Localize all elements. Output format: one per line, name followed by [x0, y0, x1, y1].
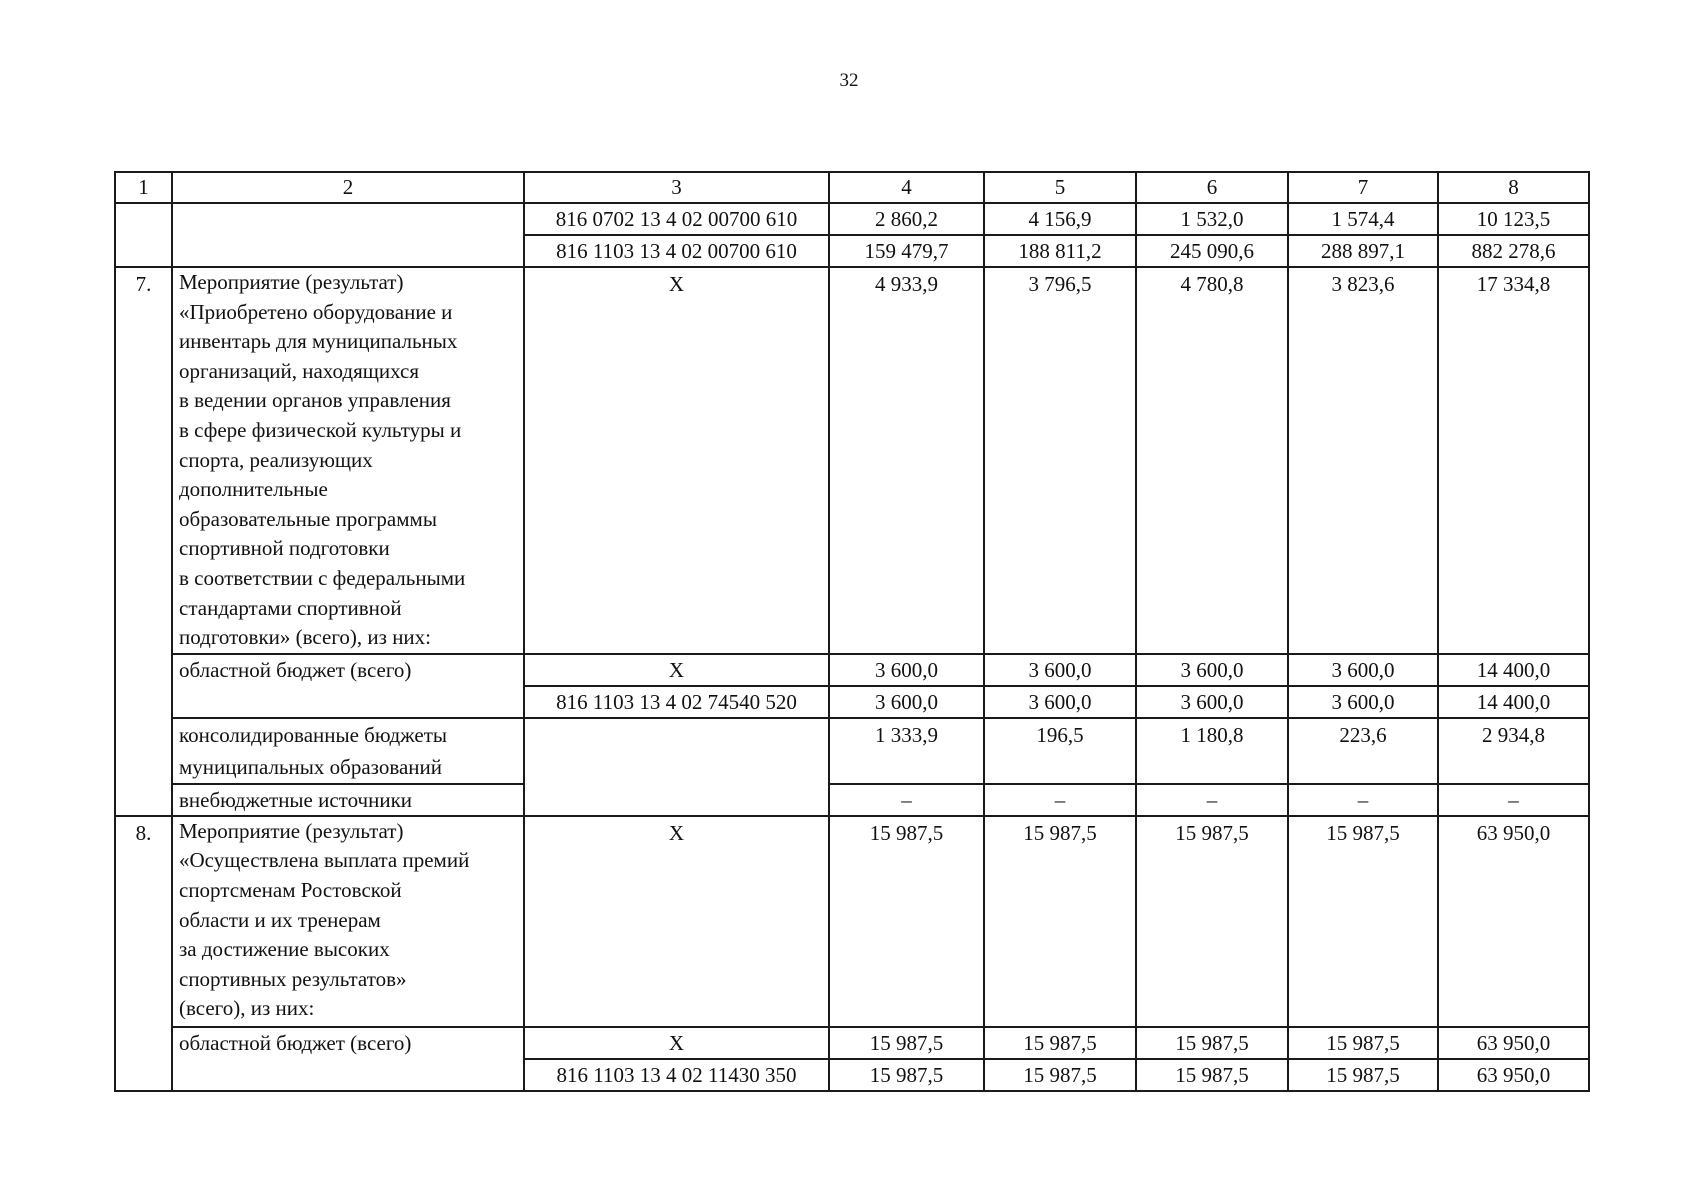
value-cell: 196,5 [984, 718, 1136, 784]
budget-code: X [524, 654, 829, 686]
source-label: областной бюджет (всего) [172, 1027, 524, 1091]
table-row [115, 267, 1589, 654]
value-cell: 2 860,2 [829, 203, 984, 235]
item-number: 8. [115, 816, 172, 1091]
value-cell: 15 987,5 [1288, 816, 1438, 1027]
header-cell: 5 [984, 172, 1136, 203]
value-cell: 14 400,0 [1438, 654, 1589, 686]
value-cell: – [829, 784, 984, 816]
value-cell: 3 600,0 [1136, 654, 1288, 686]
value-cell: 3 600,0 [984, 654, 1136, 686]
value-cell: 15 987,5 [1288, 1059, 1438, 1091]
value-cell: 1 180,8 [1136, 718, 1288, 784]
value-cell: 4 780,8 [1136, 267, 1288, 654]
header-cell: 7 [1288, 172, 1438, 203]
table-row [115, 1027, 1589, 1059]
value-cell: 3 600,0 [984, 686, 1136, 718]
table-header-row [115, 172, 1589, 203]
budget-code: 816 0702 13 4 02 00700 610 [524, 203, 829, 235]
value-cell: 63 950,0 [1438, 816, 1589, 1027]
header-cell: 6 [1136, 172, 1288, 203]
value-cell: 3 600,0 [1288, 686, 1438, 718]
item-number: 7. [115, 267, 172, 816]
budget-code: 816 1103 13 4 02 00700 610 [524, 235, 829, 267]
value-cell: 14 400,0 [1438, 686, 1589, 718]
value-cell: 1 574,4 [1288, 203, 1438, 235]
value-cell: 188 811,2 [984, 235, 1136, 267]
value-cell: 63 950,0 [1438, 1027, 1589, 1059]
value-cell: 15 987,5 [984, 1027, 1136, 1059]
value-cell: 1 333,9 [829, 718, 984, 784]
value-cell: 3 796,5 [984, 267, 1136, 654]
value-cell: 15 987,5 [1136, 816, 1288, 1027]
header-cell: 4 [829, 172, 984, 203]
budget-code: X [524, 816, 829, 1027]
value-cell: 63 950,0 [1438, 1059, 1589, 1091]
value-cell: – [1438, 784, 1589, 816]
value-cell: 2 934,8 [1438, 718, 1589, 784]
header-cell: 2 [172, 172, 524, 203]
value-cell: – [1136, 784, 1288, 816]
value-cell: 15 987,5 [829, 1027, 984, 1059]
empty-cell [172, 203, 524, 267]
value-cell: 882 278,6 [1438, 235, 1589, 267]
value-cell: 15 987,5 [829, 816, 984, 1027]
budget-code: 816 1103 13 4 02 74540 520 [524, 686, 829, 718]
value-cell: 223,6 [1288, 718, 1438, 784]
budget-code: X [524, 267, 829, 654]
value-cell: 3 600,0 [829, 686, 984, 718]
table-row [115, 654, 1589, 686]
value-cell: 3 600,0 [829, 654, 984, 686]
source-label: консолидированные бюджеты муниципальных образований [172, 718, 524, 784]
value-cell: 4 933,9 [829, 267, 984, 654]
header-cell: 8 [1438, 172, 1589, 203]
table-row [115, 816, 1589, 1027]
value-cell: 4 156,9 [984, 203, 1136, 235]
value-cell: 159 479,7 [829, 235, 984, 267]
value-cell: 288 897,1 [1288, 235, 1438, 267]
value-cell: 15 987,5 [984, 816, 1136, 1027]
value-cell: 15 987,5 [1136, 1027, 1288, 1059]
page-number: 32 [839, 70, 859, 91]
table-row [115, 718, 1589, 784]
value-cell: 3 600,0 [1288, 654, 1438, 686]
value-cell: 245 090,6 [1136, 235, 1288, 267]
value-cell: 17 334,8 [1438, 267, 1589, 654]
source-label: внебюджетные источники [172, 784, 524, 816]
budget-table [114, 171, 1590, 1092]
item-description: Мероприятие (результат) «Осуществлена выплата премий спортсменам Ростовской области и их тренерам за достижение высоких спортивных результатов» (всего), из них: [172, 816, 524, 1027]
table-row [115, 203, 1589, 235]
value-cell: 1 532,0 [1136, 203, 1288, 235]
value-cell: – [1288, 784, 1438, 816]
table-row [115, 784, 1589, 816]
empty-cell [115, 203, 172, 267]
value-cell: 15 987,5 [984, 1059, 1136, 1091]
header-cell: 1 [115, 172, 172, 203]
value-cell: 3 823,6 [1288, 267, 1438, 654]
item-description: Мероприятие (результат) «Приобретено оборудование и инвентарь для муниципальных организаций, находящихся в ведении органов управления в сфере физической культуры и спорта, реализующих дополнительные образовательные программы спортивной подготовки в соответствии с федеральными стандартами спортивной подготовки» (всего), из них: [172, 267, 524, 654]
empty-cell [524, 718, 829, 816]
value-cell: – [984, 784, 1136, 816]
header-cell: 3 [524, 172, 829, 203]
source-label: областной бюджет (всего) [172, 654, 524, 718]
value-cell: 15 987,5 [829, 1059, 984, 1091]
budget-code: 816 1103 13 4 02 11430 350 [524, 1059, 829, 1091]
value-cell: 15 987,5 [1136, 1059, 1288, 1091]
value-cell: 15 987,5 [1288, 1027, 1438, 1059]
budget-code: X [524, 1027, 829, 1059]
value-cell: 10 123,5 [1438, 203, 1589, 235]
value-cell: 3 600,0 [1136, 686, 1288, 718]
